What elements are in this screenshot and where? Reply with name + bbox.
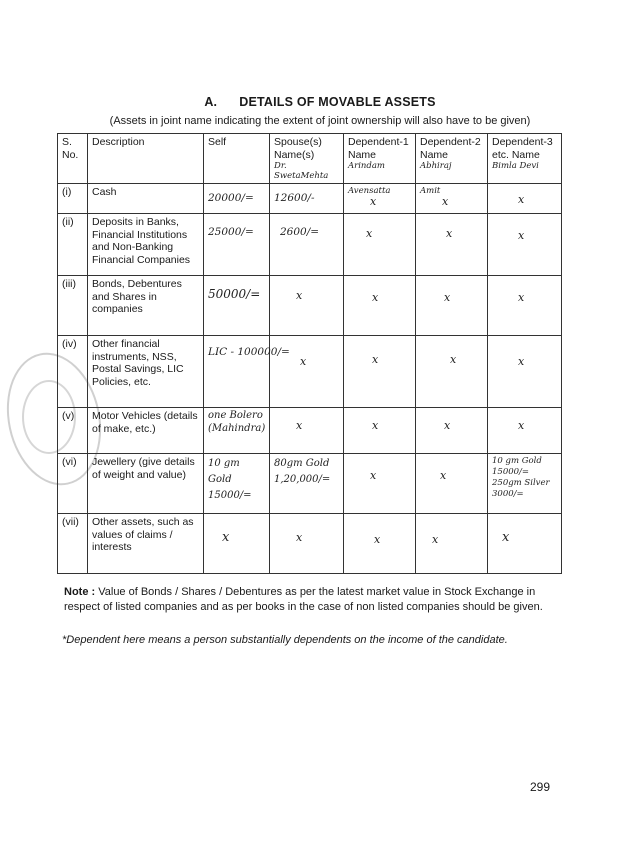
cell-value: one Bolero (Mahindra): [208, 410, 266, 434]
cell-value: x: [370, 195, 377, 208]
row-dep1: [344, 184, 416, 214]
header-dep3: [488, 134, 562, 184]
row-dep2: [416, 336, 488, 408]
row-sno: (i): [58, 184, 88, 214]
row-dep2: [416, 454, 488, 514]
row-sno: (iii): [58, 276, 88, 336]
dep1-name: Arindam: [348, 161, 385, 171]
row-dep3: [488, 276, 562, 336]
cell-value: x: [444, 419, 451, 432]
cell-value: x: [518, 419, 525, 432]
cell-value: 25000/=: [208, 226, 254, 238]
header-dep1: [344, 134, 416, 184]
cell-value: x: [372, 291, 379, 304]
section-subtitle: (Assets in joint name indicating the extent of joint ownership will also have to be given): [109, 115, 531, 127]
cell-value: x: [296, 289, 303, 302]
cell-value: x: [374, 533, 381, 546]
header-spouse: [270, 134, 344, 184]
cell-value: 10 gm Gold 15000/=: [208, 458, 252, 501]
table-row: [58, 454, 562, 514]
row-dep2: [416, 214, 488, 276]
table-row: [58, 184, 562, 214]
row-spouse: [270, 336, 344, 408]
table-row: [58, 336, 562, 408]
row-dep2: [416, 408, 488, 454]
row-dep1: [344, 336, 416, 408]
row-description: Jewellery (give details of weight and value): [88, 454, 204, 514]
cell-value: x: [432, 533, 439, 546]
row-sno: (ii): [58, 214, 88, 276]
note-block: [64, 585, 560, 615]
row-self: [204, 514, 270, 574]
cell-value: x: [300, 355, 307, 368]
row-spouse: [270, 408, 344, 454]
cell-value: 80gm Gold 1,20,000/=: [274, 458, 331, 485]
header-dep2-label: Dependent-2 Name: [420, 136, 481, 161]
row-dep2: [416, 184, 488, 214]
row-description: Motor Vehicles (details of make, etc.): [88, 408, 204, 454]
table-row: [58, 408, 562, 454]
row-sno: (vi): [58, 454, 88, 514]
row-spouse: [270, 214, 344, 276]
cell-value: LIC - 100000/=: [208, 346, 290, 358]
row-sno: (iv): [58, 336, 88, 408]
row-sno: (vii): [58, 514, 88, 574]
header-sno: S. No.: [58, 134, 88, 184]
row-dep2: [416, 276, 488, 336]
row-self: [204, 214, 270, 276]
cell-value: 20000/=: [208, 192, 254, 204]
header-dep2: [416, 134, 488, 184]
header-dep1-label: Dependent-1 Name: [348, 136, 409, 161]
table-row: [58, 214, 562, 276]
header-self: Self: [204, 134, 270, 184]
row-description: Other assets, such as values of claims / interests: [88, 514, 204, 574]
table-row: [58, 276, 562, 336]
row-description: Cash: [88, 184, 204, 214]
row-spouse: [270, 184, 344, 214]
spouse-name: Dr. SwetaMehta: [274, 161, 329, 181]
cell-value: x: [442, 195, 449, 208]
cell-value: 2600/=: [280, 226, 320, 238]
row-spouse: [270, 454, 344, 514]
cell-value: x: [296, 419, 303, 432]
cell-value: x: [440, 469, 447, 482]
cell-value: x: [372, 419, 379, 432]
row-self: [204, 276, 270, 336]
cell-value: 10 gm Gold 15000/= 250gm Silver 3000/=: [492, 456, 550, 499]
cell-value: 12600/-: [274, 192, 315, 204]
row-description: Bonds, Debentures and Shares in companies: [88, 276, 204, 336]
row-description: Other financial instruments, NSS, Postal Savings, LIC Policies, etc.: [88, 336, 204, 408]
cell-value: x: [366, 227, 373, 240]
row-sno: (v): [58, 408, 88, 454]
row-self: [204, 408, 270, 454]
section-title: [0, 95, 640, 109]
cell-value: x: [372, 353, 379, 366]
row-description: Deposits in Banks, Financial Institutions and Non-Banking Financial Companies: [88, 214, 204, 276]
cell-value: x: [450, 353, 457, 366]
dep3-name: Bimla Devi: [492, 161, 539, 171]
row-self: [204, 454, 270, 514]
row-dep3: [488, 454, 562, 514]
table-header-row: [58, 134, 562, 184]
row-dep1: [344, 454, 416, 514]
section-heading: DETAILS OF MOVABLE ASSETS: [239, 95, 436, 109]
cell-value: x: [444, 291, 451, 304]
cell-value: x: [370, 469, 377, 482]
header-description: Description: [88, 134, 204, 184]
dep1-extra-name: Avensatta: [348, 186, 391, 196]
row-dep3: [488, 514, 562, 574]
header-dep3-label: Dependent-3 etc. Name: [492, 136, 553, 161]
row-dep2: [416, 514, 488, 574]
cell-value: x: [518, 355, 525, 368]
dep2-extra-name: Amit: [420, 186, 441, 196]
cell-value: x: [518, 291, 525, 304]
row-dep1: [344, 514, 416, 574]
row-self: [204, 336, 290, 408]
row-dep3: [488, 184, 562, 214]
section-letter: A.: [204, 95, 218, 109]
cell-value: x: [502, 530, 510, 545]
row-dep3: [488, 214, 562, 276]
cell-value: x: [296, 531, 303, 544]
cell-value: x: [446, 227, 453, 240]
row-dep3: [488, 336, 562, 408]
dep2-name: Abhiraj: [420, 161, 452, 171]
row-dep1: [344, 408, 416, 454]
dependent-footnote: *Dependent here means a person substantially dependents on the income of the candidate.: [62, 634, 508, 646]
note-label: Note :: [64, 586, 96, 598]
movable-assets-table: [57, 133, 562, 574]
row-spouse: [270, 514, 344, 574]
header-spouse-label: Spouse(s) Name(s): [274, 136, 322, 161]
table-row: [58, 514, 562, 574]
row-dep1: [344, 214, 416, 276]
row-self: [204, 184, 270, 214]
row-dep1: [344, 276, 416, 336]
row-dep3: [488, 408, 562, 454]
page-number: 299: [530, 780, 551, 794]
cell-value: x: [518, 229, 525, 242]
note-text: Value of Bonds / Shares / Debentures as per the latest market value in Stock Exchange in respect of listed companies and as per books in the case of non listed companies should be given.: [64, 586, 543, 613]
row-spouse: [270, 276, 344, 336]
cell-value: 50000/=: [208, 287, 261, 301]
cell-value: x: [222, 530, 230, 545]
cell-value: x: [518, 193, 525, 206]
